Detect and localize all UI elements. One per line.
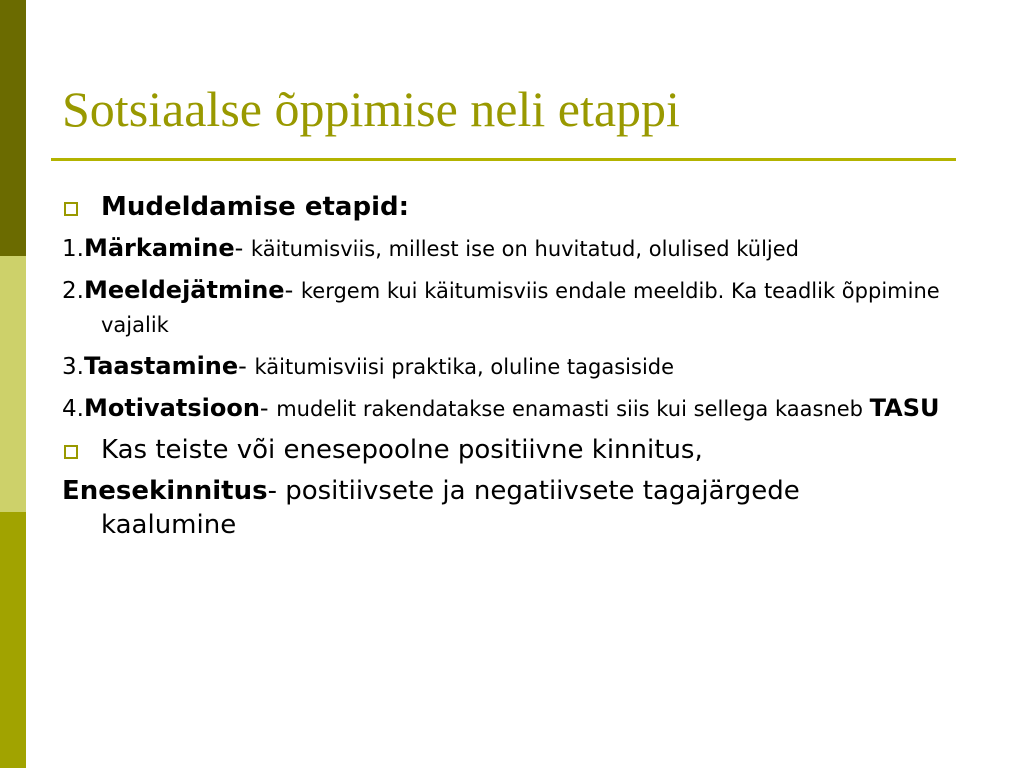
final-paragraph (62, 474, 942, 542)
item-description: käitumisviisi praktika, oluline tagasiside (254, 355, 675, 379)
slide-title: Sotsiaalse õppimise neli etappi (62, 81, 680, 137)
bullet-text: Kas teiste või enesepoolne positiivne kinnitus, (101, 435, 703, 465)
list-item-1 (62, 231, 942, 266)
item-description: käitumisviis, millest ise on huvitatud, olulised küljed (250, 237, 799, 261)
final-text: positiivsete ja negatiivsete tagajärgede kaalumine (101, 476, 800, 540)
side-band-middle (0, 256, 26, 512)
bullet-text: Mudeldamise etapid: (101, 192, 410, 222)
item-separator: - (259, 394, 277, 422)
item-number: 4. (62, 396, 84, 422)
final-term: Enesekinnitus (62, 476, 268, 506)
bullet-mudeldamise-etapid (62, 190, 942, 224)
final-separator: - (267, 476, 286, 506)
item-description: mudelit rakendatakse enamasti siis kui sellega kaasneb (276, 397, 870, 421)
list-item-3 (62, 349, 942, 384)
item-term: Motivatsioon (83, 394, 260, 422)
item-term: Meeldejätmine (83, 276, 285, 304)
list-item-2 (62, 273, 942, 342)
side-band-top (0, 0, 26, 256)
bullet-positive-reinforcement (62, 433, 942, 467)
slide-body (62, 190, 942, 549)
item-description: kergem kui käitumisviis endale meeldib. Ka teadlik õppimine vajalik (101, 279, 940, 337)
item-separator: - (238, 352, 255, 380)
item-term: Märkamine (83, 234, 235, 262)
item-separator: - (234, 234, 251, 262)
hollow-square-bullet-icon (64, 202, 78, 216)
title-underline (51, 158, 956, 161)
side-band-bottom (0, 512, 26, 768)
item-number: 3. (62, 354, 84, 380)
item-number: 2. (62, 278, 84, 304)
item-separator: - (284, 276, 301, 304)
item-term: Taastamine (83, 352, 239, 380)
list-item-4 (62, 391, 942, 426)
item-number: 1. (62, 236, 84, 262)
hollow-square-bullet-icon (64, 445, 78, 459)
item-emphasis: TASU (869, 394, 940, 422)
